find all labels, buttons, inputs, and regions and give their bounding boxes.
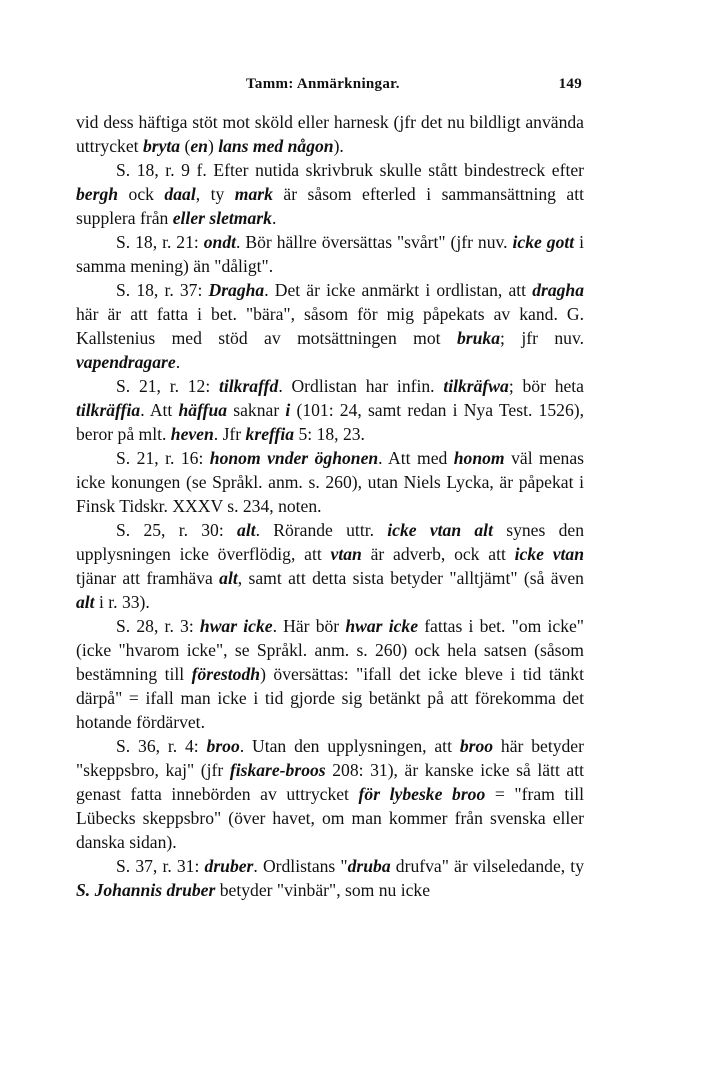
italic-term: i [285, 400, 291, 420]
paragraph [76, 374, 584, 446]
text-run: . Ordlistans " [253, 856, 348, 876]
text-run: . Det är icke anmärkt i ordlistan, att [264, 280, 533, 300]
text-run: drufva" är vilseledande, ty [390, 856, 584, 876]
text-run: . [271, 208, 277, 228]
text-run: i r. 33). [94, 592, 150, 612]
page-body [76, 110, 584, 902]
text-run: . Rörande uttr. [255, 520, 388, 540]
paragraph [76, 158, 584, 230]
paragraph [76, 614, 584, 734]
paragraph [76, 230, 584, 278]
italic-term: heven [170, 424, 214, 444]
italic-term: druber [204, 856, 254, 876]
running-head [76, 76, 584, 100]
text-run: ; jfr nuv. [500, 328, 584, 348]
italic-term: icke vtan [514, 544, 584, 564]
text-run: ) [207, 136, 219, 156]
italic-term: en [190, 136, 208, 156]
paragraph [76, 734, 584, 854]
italic-term: broo [206, 736, 240, 756]
italic-term: honom vnder öghonen [209, 448, 379, 468]
paragraph [76, 278, 584, 374]
italic-term: alt [76, 592, 95, 612]
text-run: . [175, 352, 181, 372]
italic-term: Dragha [208, 280, 265, 300]
italic-term: honom [453, 448, 505, 468]
italic-term: för lybeske broo [358, 784, 486, 804]
italic-term: fiskare-broos [229, 760, 326, 780]
italic-term: tilkraffd [219, 376, 279, 396]
italic-term: broo [459, 736, 494, 756]
text-run: S. 25, r. 30: [116, 520, 238, 540]
italic-term: S. Johannis druber [76, 880, 216, 900]
text-run: ; bör heta [508, 376, 584, 396]
text-run: S. 37, r. 31: [116, 856, 205, 876]
text-run: S. 18, r. 21: [116, 232, 204, 252]
text-run: är såsom efterled i sammansättning att supplera från [76, 184, 584, 228]
text-run: S. 18, r. 9 f. Efter nutida skrivbruk skulle stått bindestreck efter [116, 160, 584, 180]
paragraph [76, 446, 584, 518]
paragraph [76, 854, 584, 902]
text-run: ock [118, 184, 165, 204]
text-run: betyder "vinbär", som nu icke [215, 880, 431, 900]
italic-term: alt [219, 568, 238, 588]
text-run: S. 21, r. 12: [116, 376, 219, 396]
text-run: . Att med [378, 448, 454, 468]
book-page [76, 76, 584, 902]
italic-term: hwar icke [199, 616, 273, 636]
text-run: . Ordlistan har infin. [278, 376, 444, 396]
text-run: . Att [140, 400, 179, 420]
text-run: ) översättas: "ifall det icke bleve i tid tänkt därpå" = ifall man icke i tid gjorde sig betänkt på att förekomma det hotande fördärvet. [76, 664, 584, 732]
text-run: väl menas icke konungen (se Språkl. anm. s. 260), utan Niels Lycka, är påpekat i Finsk Tidskr. XXXV s. 234, noten. [76, 448, 584, 516]
text-run: (101: 24, samt redan i Nya Test. 1526), beror på mlt. [76, 400, 584, 444]
text-run: här är att fatta i bet. "bära", såsom för mig påpekats av kand. G. Kallstenius med stöd av motsättningen mot [76, 304, 584, 348]
italic-term: eller sletmark [172, 208, 272, 228]
italic-term: tilkräfwa [443, 376, 509, 396]
text-run: fattas i bet. "om icke" (icke "hvarom icke", se Språkl. anm. s. 260) ock hela satsen (såsom bestämning till [76, 616, 584, 684]
italic-term: lans med någon [218, 136, 334, 156]
italic-term: bryta [142, 136, 181, 156]
text-run: saknar [227, 400, 286, 420]
italic-term: kreffia [245, 424, 295, 444]
italic-term: mark [234, 184, 273, 204]
text-run: S. 21, r. 16: [116, 448, 210, 468]
text-run: tjänar att framhäva [76, 568, 220, 588]
italic-term: häffua [178, 400, 228, 420]
text-run: . Utan den upplysningen, att [239, 736, 460, 756]
text-run: , ty [195, 184, 235, 204]
text-run: S. 36, r. 4: [116, 736, 207, 756]
text-run: 208: 31), är kanske icke så lätt att genast fatta innebörden av uttrycket [76, 760, 585, 804]
text-run: , samt att detta sista betyder "alltjämt" (så även [237, 568, 584, 588]
italic-term: tilkräffia [76, 400, 141, 420]
text-run: = "fram till Lübecks skeppsbro" (över havet, om man kommer från svenska eller danska sidan). [76, 784, 584, 852]
italic-term: förestodh [191, 664, 261, 684]
text-run: 5: 18, 23. [294, 424, 365, 444]
text-run: S. 28, r. 3: [116, 616, 200, 636]
italic-term: bruka [456, 328, 501, 348]
italic-term: icke gott [512, 232, 575, 252]
text-run: . Bör hällre översättas "svårt" (jfr nuv. [236, 232, 513, 252]
text-run: här betyder "skeppsbro, kaj" (jfr [76, 736, 584, 780]
running-title: Tamm: Anmärkningar. [246, 76, 400, 92]
text-run: ( [180, 136, 191, 156]
paragraph [76, 110, 584, 158]
paragraph [76, 518, 584, 614]
italic-term: druba [347, 856, 391, 876]
italic-term: alt [237, 520, 256, 540]
italic-term: hwar icke [345, 616, 419, 636]
text-run: ). [333, 136, 344, 156]
text-run: . Här bör [272, 616, 346, 636]
italic-term: icke vtan alt [387, 520, 493, 540]
italic-term: vtan [330, 544, 362, 564]
italic-term: dragha [532, 280, 585, 300]
italic-term: bergh [76, 184, 119, 204]
text-run: vid dess häftiga stöt mot sköld eller harnesk (jfr det nu bildligt använda uttrycket [76, 112, 584, 156]
text-run: S. 18, r. 37: [116, 280, 209, 300]
italic-term: ondt [203, 232, 237, 252]
text-run: synes den upplysningen icke överflödig, att [76, 520, 585, 564]
italic-term: vapendragare [76, 352, 176, 372]
page-number: 149 [558, 76, 582, 92]
text-run: . Jfr [213, 424, 246, 444]
italic-term: daal [164, 184, 196, 204]
text-run: är adverb, ock att [361, 544, 515, 564]
text-run: i samma mening) än "dåligt". [76, 232, 584, 276]
